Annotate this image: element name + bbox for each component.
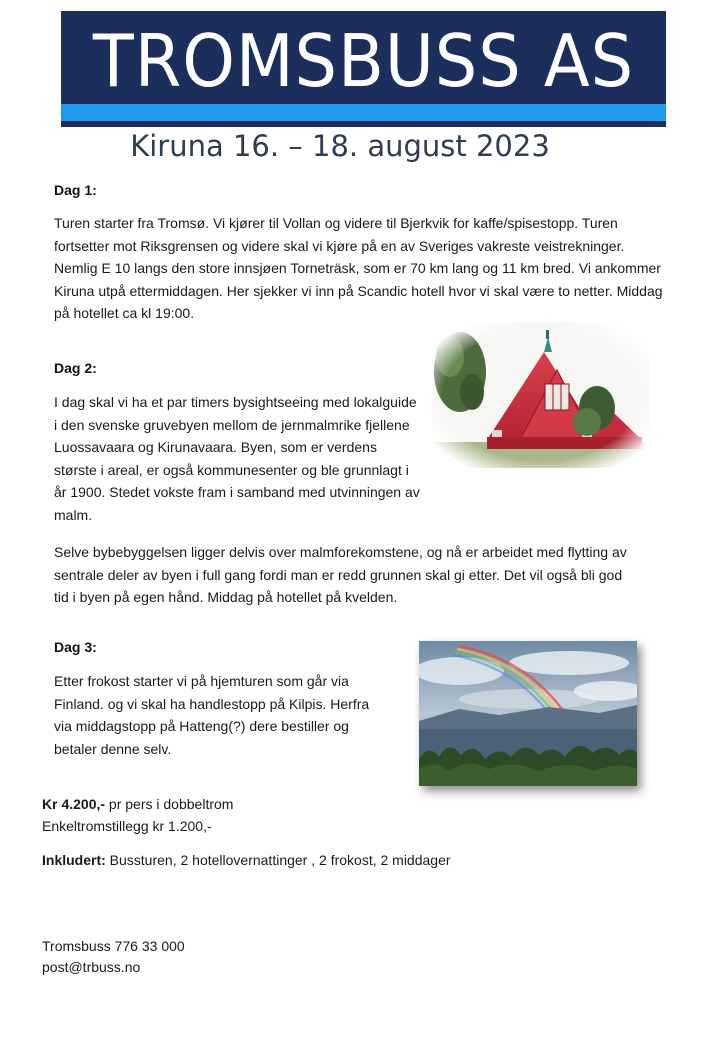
included-line — [42, 849, 451, 871]
day-3-paragraph: Etter frokost starter vi på hjemturen som går via Finland. og vi skal ha handlestopp på Kilpis. Herfra via middagstopp på Hatteng(?) dere bestiller og betaler denne selv. — [54, 673, 370, 757]
day-2-paragraph-1: I dag skal vi ha et par timers bysightseeing med lokalguide i den svenske gruvebyen mellom de jernmalmrike fjellene Luossavaara og Kirunavaara. Byen, som er verdens største i areal, er også kommunesenter og ble grunnlagt i år 1900. Stedet vokste fram i samband med utvinningen av malm. — [54, 394, 420, 523]
price-amount: Kr 4.200,- — [42, 796, 106, 812]
single-room-supplement: Enkeltromstillegg kr 1.200,- — [42, 818, 212, 834]
day-2-paragraph-2: Selve bybebyggelsen ligger delvis over malmforekomstene, og nå er arbeidet med flytting av sentrale deler av byen i full gang fordi man er redd grunnen skal gi etter. Det vil også bli god tid i byen på egen hånd. Middag på hotellet på kvelden. — [54, 544, 627, 605]
day-1-heading: Dag 1: — [54, 182, 97, 198]
trip-title: Kiruna 16. – 18. august 2023 — [130, 129, 550, 163]
rainbow-landscape-photo — [419, 641, 637, 786]
church-photo — [432, 322, 650, 468]
company-banner — [61, 11, 666, 127]
day-2-heading: Dag 2: — [54, 360, 97, 376]
price-line — [42, 793, 233, 815]
day-3-heading: Dag 3: — [54, 639, 97, 655]
included-label: Inkludert: — [42, 852, 106, 868]
day-1-paragraph: Turen starter fra Tromsø. Vi kjører til Vollan og videre til Bjerkvik for kaffe/spisestopp. Turen fortsetter mot Riksgrensen og videre skal vi kjøre på en av Sveriges vakreste veistrekninger. Nemlig E 10 langs den store innsjøen Torneträsk, som er 70 km lang og 11 km bred. Vi ankommer Kiruna utpå ettermiddagen. Her sjekker vi inn på Scandic hotell hvor vi skal være to netter. Middag på hotellet ca kl 19:00. — [54, 215, 663, 321]
contact-phone: Tromsbuss 776 33 000 — [42, 938, 185, 954]
contact-email[interactable]: post@trbuss.no — [42, 959, 141, 975]
price-note: pr pers i dobbeltrom — [105, 796, 234, 812]
company-name: TROMSBUSS AS — [92, 19, 635, 103]
included-text: Bussturen, 2 hotellovernattinger , 2 frokost, 2 middager — [105, 852, 451, 868]
banner-stripe — [61, 104, 666, 121]
